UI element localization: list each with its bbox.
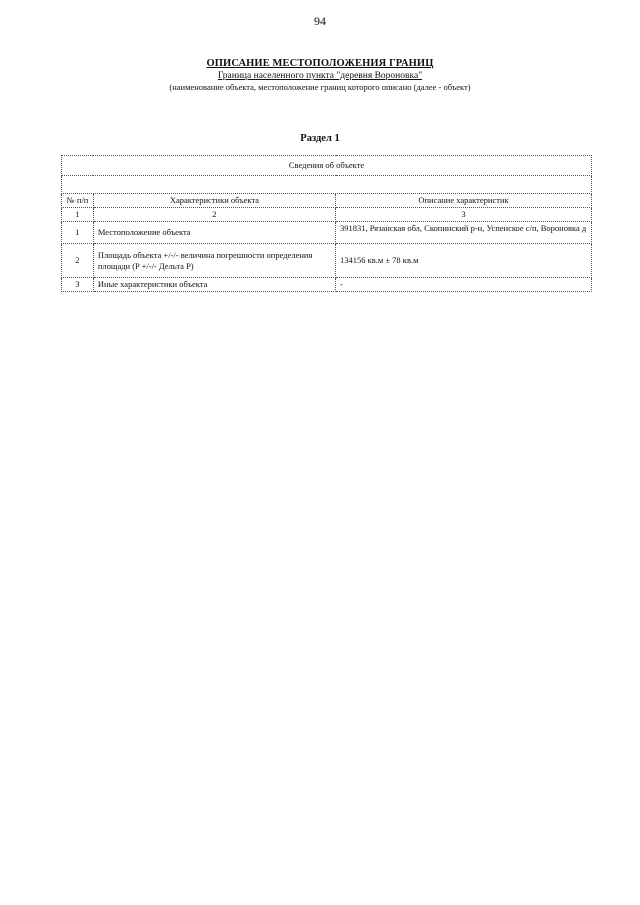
- object-info-table: [61, 155, 592, 292]
- table-caption: Сведения об объекте: [62, 156, 592, 176]
- row-number: 3: [62, 278, 94, 292]
- table-row: [62, 244, 592, 278]
- row-characteristic: Местоположение объекта: [93, 222, 335, 244]
- row-description: 134156 кв.м ± 78 кв.м: [336, 244, 592, 278]
- column-number-1: 1: [62, 208, 94, 222]
- row-number: 2: [62, 244, 94, 278]
- row-characteristic: Площадь объекта +/-/- величина погрешности определения площади (P +/-/- Дельта P): [93, 244, 335, 278]
- document-subtitle: Граница населенного пункта "деревня Вороновка": [217, 71, 423, 81]
- section-title: Раздел 1: [300, 133, 340, 144]
- document-header: [0, 58, 640, 92]
- table-row: [62, 278, 592, 292]
- table-column-numbers-row: [62, 208, 592, 222]
- row-description: 391831, Рязанская обл, Скопинский р-н, Успенское с/п, Вороновка д: [336, 222, 592, 244]
- document-caption: (наименование объекта, местоположение границ которого описано (далее - объект): [169, 82, 471, 92]
- table-spacer-row: [62, 176, 592, 194]
- column-header-characteristic: Характеристики объекта: [93, 194, 335, 208]
- table-row: [62, 222, 592, 244]
- column-header-number: № п/п: [62, 194, 94, 208]
- table-spacer-cell: [62, 176, 592, 194]
- column-header-description: Описание характеристик: [336, 194, 592, 208]
- column-number-2: 2: [93, 208, 335, 222]
- document-title: ОПИСАНИЕ МЕСТОПОЛОЖЕНИЯ ГРАНИЦ: [206, 58, 434, 69]
- column-number-3: 3: [336, 208, 592, 222]
- table-caption-row: [62, 156, 592, 176]
- row-number: 1: [62, 222, 94, 244]
- table-header-row: [62, 194, 592, 208]
- row-description: -: [336, 278, 592, 292]
- page-number: 94: [314, 14, 326, 28]
- row-characteristic: Иные характеристики объекта: [93, 278, 335, 292]
